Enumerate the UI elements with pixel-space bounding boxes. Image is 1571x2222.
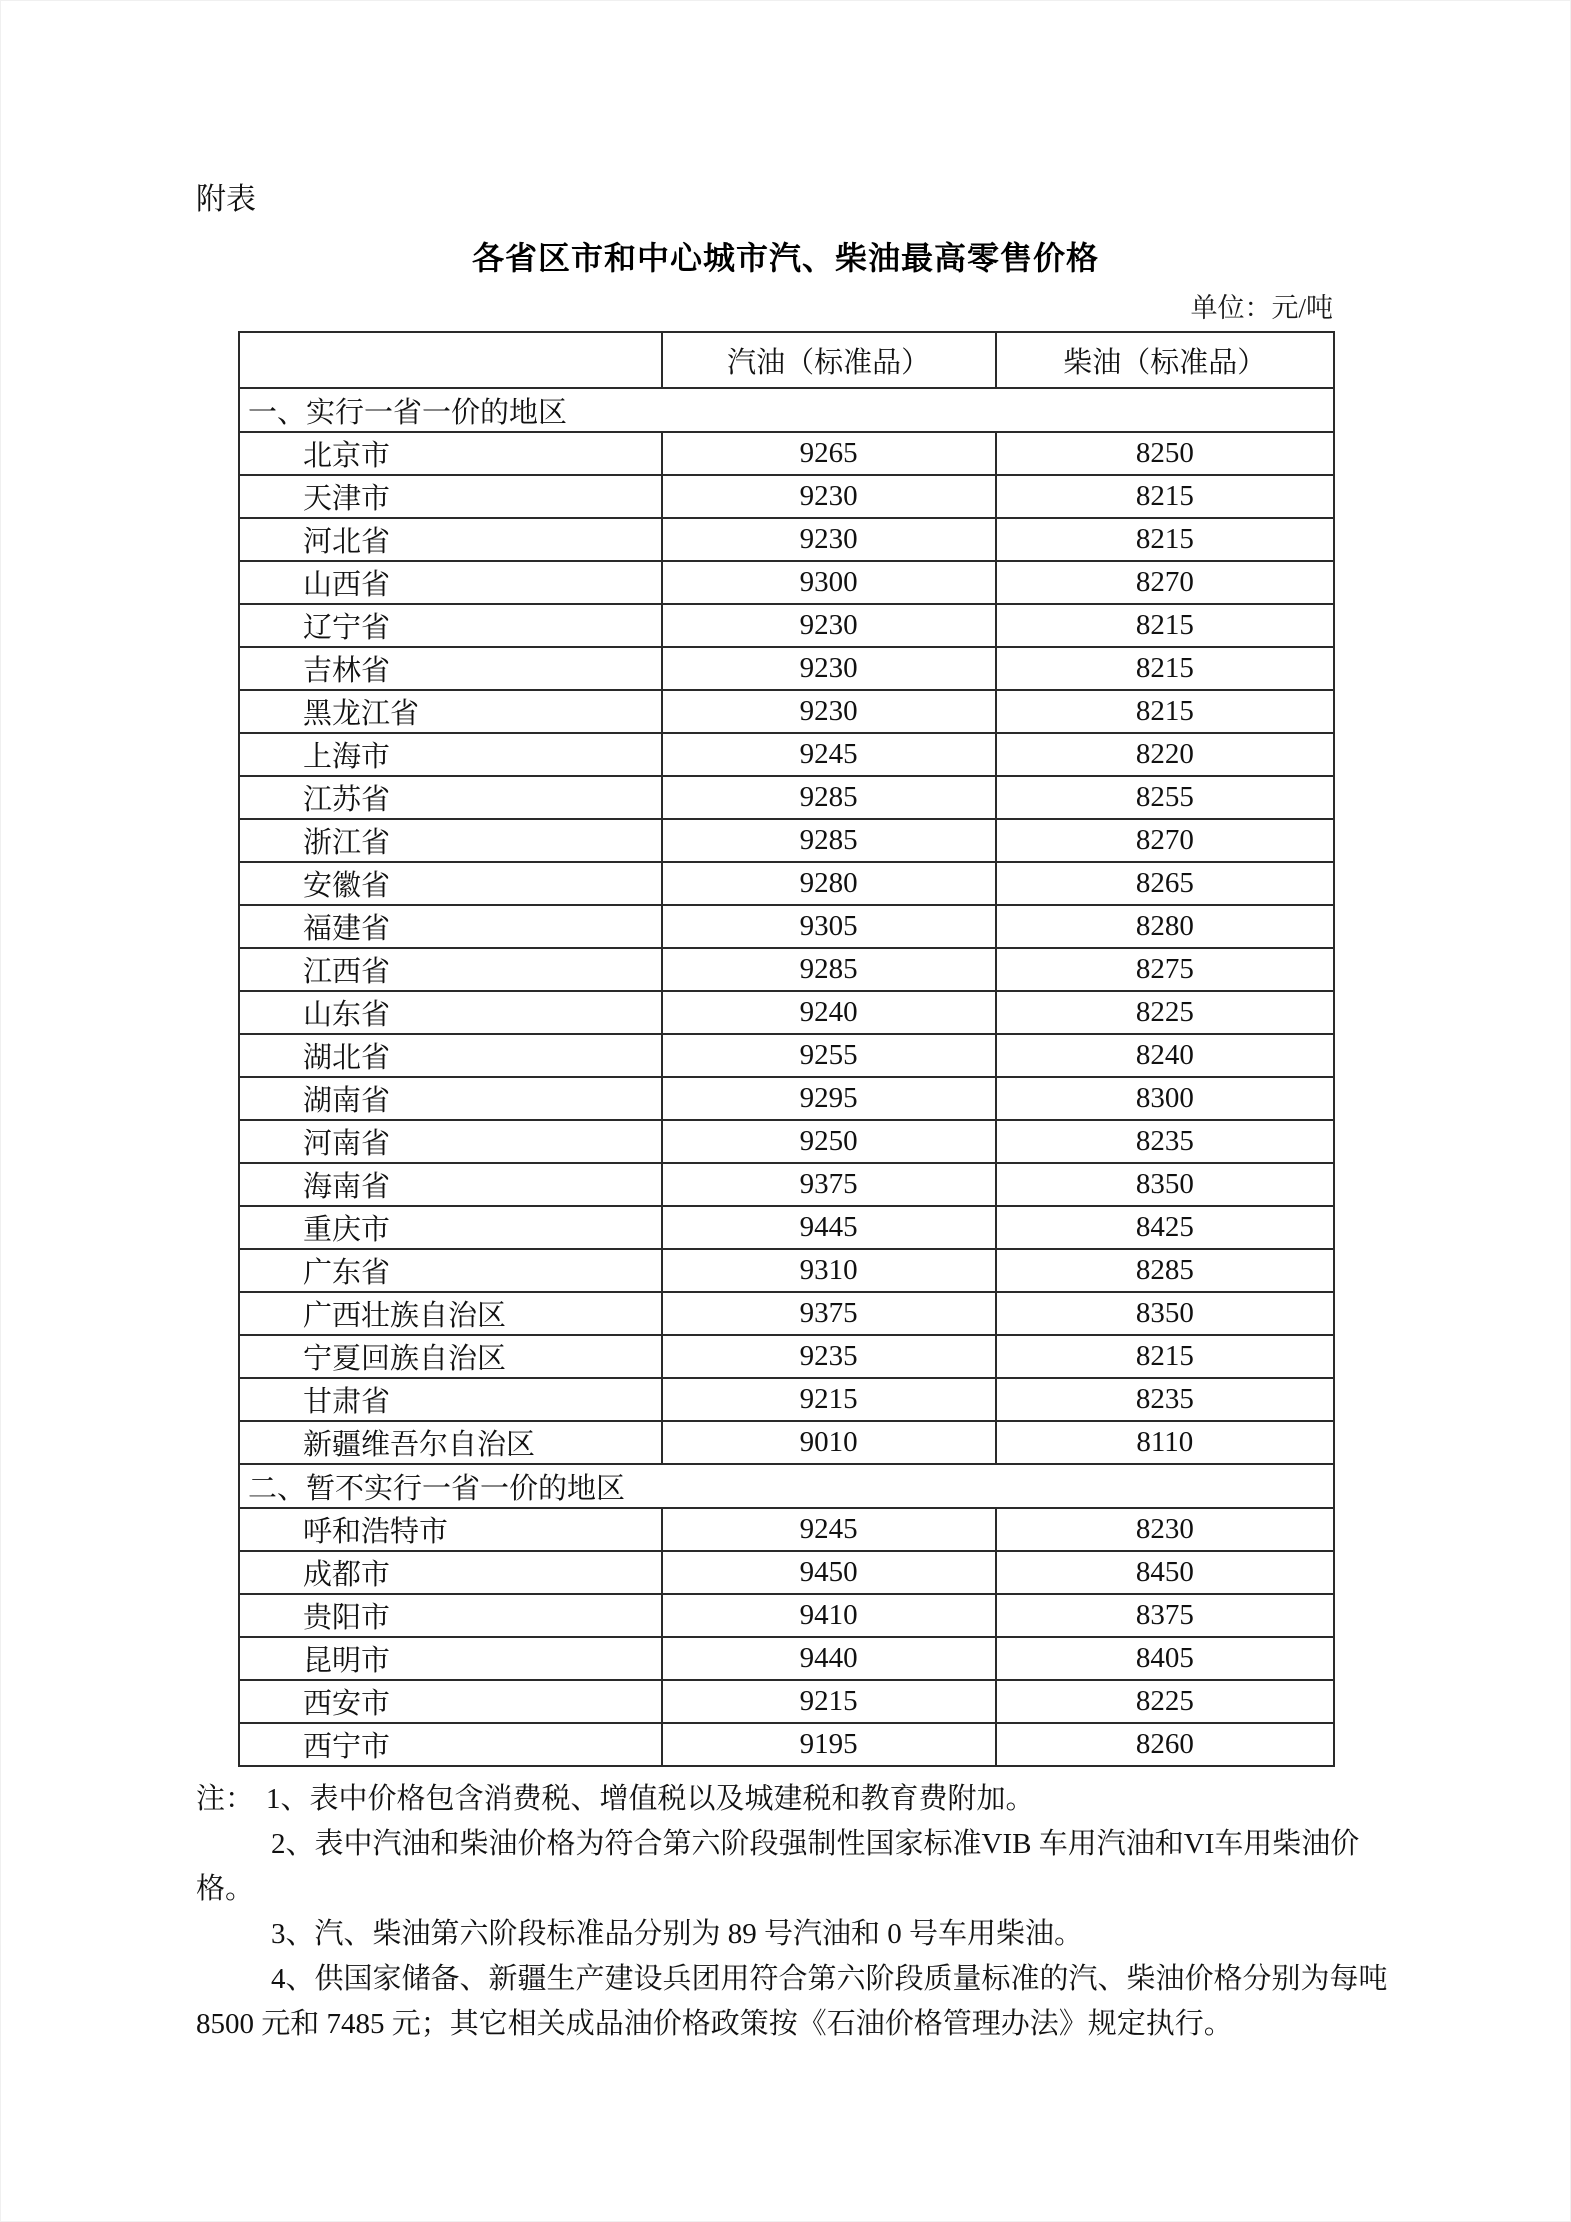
diesel-price-cell: 8215 [996,475,1334,518]
gasoline-price-cell: 9230 [662,518,996,561]
region-cell: 北京市 [239,432,662,475]
table-row [239,1680,1334,1723]
gasoline-price-cell: 9295 [662,1077,996,1120]
table-row [239,1637,1334,1680]
region-cell: 吉林省 [239,647,662,690]
region-cell: 昆明市 [239,1637,662,1680]
gasoline-price-cell: 9240 [662,991,996,1034]
gasoline-price-cell: 9265 [662,432,996,475]
diesel-price-cell: 8110 [996,1421,1334,1464]
region-cell: 湖南省 [239,1077,662,1120]
column-header-row [239,332,1334,388]
diesel-price-cell: 8220 [996,733,1334,776]
diesel-price-cell: 8215 [996,647,1334,690]
gasoline-price-cell: 9440 [662,1637,996,1680]
gasoline-price-cell: 9230 [662,475,996,518]
diesel-price-cell: 8300 [996,1077,1334,1120]
diesel-price-cell: 8215 [996,604,1334,647]
table-row [239,604,1334,647]
table-row [239,1551,1334,1594]
gasoline-price-cell: 9300 [662,561,996,604]
diesel-price-cell: 8250 [996,432,1334,475]
table-row [239,647,1334,690]
gasoline-price-cell: 9450 [662,1551,996,1594]
diesel-price-cell: 8275 [996,948,1334,991]
section-header-cell: 二、暂不实行一省一价的地区 [239,1464,1334,1508]
region-cell: 广东省 [239,1249,662,1292]
diesel-price-cell: 8375 [996,1594,1334,1637]
table-row [239,1077,1334,1120]
attachment-label: 附表 [196,183,256,216]
gasoline-price-cell: 9230 [662,690,996,733]
diesel-price-cell: 8240 [996,1034,1334,1077]
gasoline-price-cell: 9285 [662,776,996,819]
diesel-price-cell: 8265 [996,862,1334,905]
gasoline-price-cell: 9235 [662,1335,996,1378]
gasoline-price-cell: 9250 [662,1120,996,1163]
diesel-price-cell: 8235 [996,1378,1334,1421]
gasoline-price-cell: 9310 [662,1249,996,1292]
gasoline-price-cell: 9305 [662,905,996,948]
gasoline-price-cell: 9280 [662,862,996,905]
gasoline-price-cell: 9230 [662,604,996,647]
gasoline-price-cell: 9010 [662,1421,996,1464]
table-row [239,432,1334,475]
region-cell: 黑龙江省 [239,690,662,733]
table-row [239,862,1334,905]
gasoline-price-cell: 9445 [662,1206,996,1249]
gasoline-price-cell: 9215 [662,1378,996,1421]
table-row [239,1120,1334,1163]
table-row [239,475,1334,518]
region-cell: 辽宁省 [239,604,662,647]
table-row [239,1034,1334,1077]
col-header-diesel: 柴油（标准品） [996,332,1334,388]
diesel-price-cell: 8230 [996,1508,1334,1551]
notes [196,1777,1388,2047]
table-row [239,561,1334,604]
gasoline-price-cell: 9230 [662,647,996,690]
table-row [239,1421,1334,1464]
gasoline-price-cell: 9195 [662,1723,996,1766]
table-row [239,1508,1334,1551]
gasoline-price-cell: 9375 [662,1163,996,1206]
diesel-price-cell: 8235 [996,1120,1334,1163]
region-cell: 河南省 [239,1120,662,1163]
table-row [239,1206,1334,1249]
col-header-region [239,332,662,388]
diesel-price-cell: 8350 [996,1163,1334,1206]
gasoline-price-cell: 9285 [662,819,996,862]
note-item: 3、汽、柴油第六阶段标准品分别为 89 号汽油和 0 号车用柴油。 [271,1918,1084,1950]
table-row [239,1723,1334,1766]
table-row [239,905,1334,948]
table-row [239,948,1334,991]
region-cell: 浙江省 [239,819,662,862]
section-header-row [239,1464,1334,1508]
region-cell: 山西省 [239,561,662,604]
price-table [238,331,1335,1767]
region-cell: 湖北省 [239,1034,662,1077]
unit-label: 单位：元/吨 [1190,293,1333,323]
note-item: 2、表中汽油和柴油价格为符合第六阶段强制性国家标准VIB 车用汽油和VI车用柴油价格。 [196,1828,1360,1905]
gasoline-price-cell: 9245 [662,1508,996,1551]
region-cell: 甘肃省 [239,1378,662,1421]
region-cell: 江苏省 [239,776,662,819]
notes-prefix: 注： [196,1783,255,1815]
table-row [239,776,1334,819]
table-row [239,1292,1334,1335]
diesel-price-cell: 8450 [996,1551,1334,1594]
gasoline-price-cell: 9255 [662,1034,996,1077]
diesel-price-cell: 8260 [996,1723,1334,1766]
region-cell: 西宁市 [239,1723,662,1766]
region-cell: 贵阳市 [239,1594,662,1637]
gasoline-price-cell: 9245 [662,733,996,776]
region-cell: 福建省 [239,905,662,948]
gasoline-price-cell: 9410 [662,1594,996,1637]
diesel-price-cell: 8215 [996,690,1334,733]
table-row [239,819,1334,862]
table-row [239,1163,1334,1206]
diesel-price-cell: 8425 [996,1206,1334,1249]
gasoline-price-cell: 9285 [662,948,996,991]
diesel-price-cell: 8405 [996,1637,1334,1680]
table-row [239,1378,1334,1421]
table-row [239,991,1334,1034]
diesel-price-cell: 8215 [996,518,1334,561]
diesel-price-cell: 8215 [996,1335,1334,1378]
table-row [239,1335,1334,1378]
table-row [239,518,1334,561]
diesel-price-cell: 8285 [996,1249,1334,1292]
diesel-price-cell: 8255 [996,776,1334,819]
region-cell: 宁夏回族自治区 [239,1335,662,1378]
note-item: 4、供国家储备、新疆生产建设兵团用符合第六阶段质量标准的汽、柴油价格分别为每吨 8500 元和 7485 元；其它相关成品油价格政策按《石油价格管理办法》规定执行。 [196,1963,1388,2040]
region-cell: 呼和浩特市 [239,1508,662,1551]
section-header-row [239,388,1334,432]
region-cell: 成都市 [239,1551,662,1594]
region-cell: 江西省 [239,948,662,991]
region-cell: 天津市 [239,475,662,518]
price-table-body [239,388,1334,1766]
region-cell: 安徽省 [239,862,662,905]
table-row [239,1594,1334,1637]
diesel-price-cell: 8270 [996,819,1334,862]
gasoline-price-cell: 9375 [662,1292,996,1335]
col-header-gasoline: 汽油（标准品） [662,332,996,388]
section-header-cell: 一、实行一省一价的地区 [239,388,1334,432]
region-cell: 广西壮族自治区 [239,1292,662,1335]
region-cell: 西安市 [239,1680,662,1723]
diesel-price-cell: 8270 [996,561,1334,604]
diesel-price-cell: 8350 [996,1292,1334,1335]
table-row [239,733,1334,776]
table-row [239,690,1334,733]
note-text: 1、表中价格包含消费税、增值税以及城建税和教育费附加。 [266,1783,1035,1815]
region-cell: 上海市 [239,733,662,776]
note-item [196,1777,1388,1822]
region-cell: 河北省 [239,518,662,561]
diesel-price-cell: 8280 [996,905,1334,948]
region-cell: 新疆维吾尔自治区 [239,1421,662,1464]
diesel-price-cell: 8225 [996,1680,1334,1723]
region-cell: 海南省 [239,1163,662,1206]
gasoline-price-cell: 9215 [662,1680,996,1723]
region-cell: 重庆市 [239,1206,662,1249]
region-cell: 山东省 [239,991,662,1034]
page-title: 各省区市和中心城市汽、柴油最高零售价格 [471,240,1099,276]
table-row [239,1249,1334,1292]
diesel-price-cell: 8225 [996,991,1334,1034]
